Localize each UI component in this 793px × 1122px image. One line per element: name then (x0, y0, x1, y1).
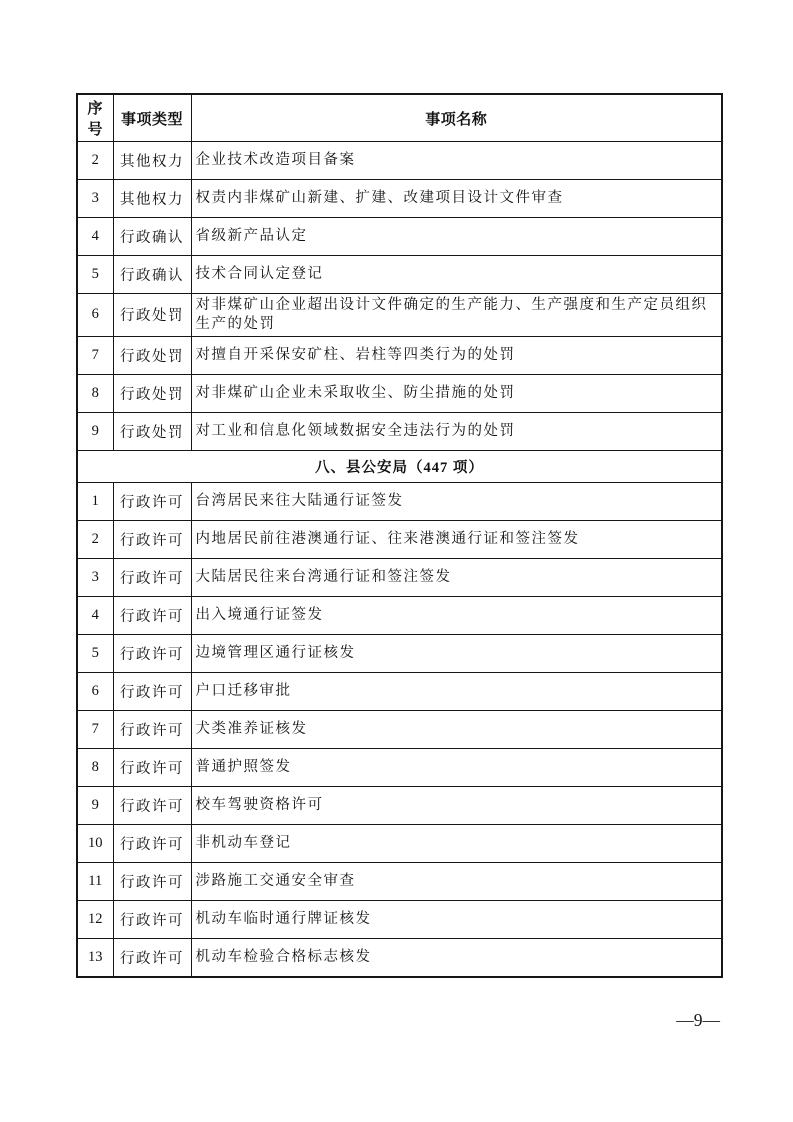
row-number: 2 (77, 520, 113, 558)
item-name: 涉路施工交通安全审查 (191, 862, 722, 900)
item-type: 行政许可 (113, 938, 191, 977)
item-name: 户口迁移审批 (191, 672, 722, 710)
item-name: 内地居民前往港澳通行证、往来港澳通行证和签注签发 (191, 520, 722, 558)
item-name: 权责内非煤矿山新建、扩建、改建项目设计文件审查 (191, 180, 722, 218)
item-type: 行政许可 (113, 710, 191, 748)
row-number: 12 (77, 900, 113, 938)
row-number: 3 (77, 558, 113, 596)
item-type: 行政确认 (113, 218, 191, 256)
item-type: 行政许可 (113, 558, 191, 596)
table-row (77, 520, 722, 558)
table-row (77, 634, 722, 672)
row-number: 5 (77, 634, 113, 672)
item-name: 省级新产品认定 (191, 218, 722, 256)
item-name: 犬类准养证核发 (191, 710, 722, 748)
row-number: 5 (77, 256, 113, 294)
table-row (77, 824, 722, 862)
table-row (77, 256, 722, 294)
table-row (77, 938, 722, 977)
item-name: 台湾居民来往大陆通行证签发 (191, 482, 722, 520)
row-number: 2 (77, 142, 113, 180)
item-name: 对擅自开采保安矿柱、岩柱等四类行为的处罚 (191, 336, 722, 374)
items-table (76, 93, 723, 978)
item-name: 普通护照签发 (191, 748, 722, 786)
item-name: 对非煤矿山企业超出设计文件确定的生产能力、生产强度和生产定员组织生产的处罚 (191, 294, 722, 337)
table-row (77, 142, 722, 180)
table-row (77, 672, 722, 710)
table-header-row (77, 94, 722, 142)
item-type: 行政确认 (113, 256, 191, 294)
row-number: 7 (77, 710, 113, 748)
item-name: 机动车检验合格标志核发 (191, 938, 722, 977)
table-row (77, 218, 722, 256)
item-type: 行政许可 (113, 596, 191, 634)
item-type: 行政处罚 (113, 336, 191, 374)
item-type: 行政许可 (113, 786, 191, 824)
row-number: 8 (77, 748, 113, 786)
table-row (77, 180, 722, 218)
item-name: 机动车临时通行牌证核发 (191, 900, 722, 938)
item-name: 企业技术改造项目备案 (191, 142, 722, 180)
item-name: 对非煤矿山企业未采取收尘、防尘措施的处罚 (191, 374, 722, 412)
table-row (77, 558, 722, 596)
item-type: 行政许可 (113, 748, 191, 786)
row-number: 11 (77, 862, 113, 900)
row-number: 1 (77, 482, 113, 520)
item-name: 大陆居民往来台湾通行证和签注签发 (191, 558, 722, 596)
item-name: 对工业和信息化领域数据安全违法行为的处罚 (191, 412, 722, 450)
item-type: 其他权力 (113, 180, 191, 218)
page-number: —9— (676, 1010, 720, 1030)
table-row (77, 374, 722, 412)
item-name: 非机动车登记 (191, 824, 722, 862)
table-row (77, 294, 722, 337)
table-row (77, 748, 722, 786)
item-type: 行政许可 (113, 520, 191, 558)
item-type: 行政许可 (113, 482, 191, 520)
item-type: 行政许可 (113, 634, 191, 672)
header-type: 事项类型 (113, 94, 191, 142)
item-type: 行政许可 (113, 824, 191, 862)
item-type: 行政处罚 (113, 294, 191, 337)
table-body (77, 142, 722, 977)
item-type: 行政许可 (113, 900, 191, 938)
row-number: 9 (77, 786, 113, 824)
item-type: 行政处罚 (113, 412, 191, 450)
table-row (77, 412, 722, 450)
item-type: 行政许可 (113, 672, 191, 710)
item-type: 行政处罚 (113, 374, 191, 412)
row-number: 4 (77, 596, 113, 634)
item-name: 校车驾驶资格许可 (191, 786, 722, 824)
item-type: 其他权力 (113, 142, 191, 180)
table-row (77, 862, 722, 900)
item-name: 出入境通行证签发 (191, 596, 722, 634)
table-row (77, 710, 722, 748)
header-name: 事项名称 (191, 94, 722, 142)
table-row (77, 482, 722, 520)
row-number: 13 (77, 938, 113, 977)
table-row (77, 900, 722, 938)
table-row (77, 336, 722, 374)
header-no: 序号 (77, 94, 113, 142)
row-number: 8 (77, 374, 113, 412)
row-number: 6 (77, 672, 113, 710)
row-number: 4 (77, 218, 113, 256)
item-type: 行政许可 (113, 862, 191, 900)
section-header-row (77, 450, 722, 482)
section-title: 八、县公安局（447 项） (77, 450, 722, 482)
item-name: 技术合同认定登记 (191, 256, 722, 294)
table-row (77, 596, 722, 634)
item-name: 边境管理区通行证核发 (191, 634, 722, 672)
table-row (77, 786, 722, 824)
row-number: 10 (77, 824, 113, 862)
row-number: 7 (77, 336, 113, 374)
row-number: 9 (77, 412, 113, 450)
row-number: 6 (77, 294, 113, 337)
row-number: 3 (77, 180, 113, 218)
